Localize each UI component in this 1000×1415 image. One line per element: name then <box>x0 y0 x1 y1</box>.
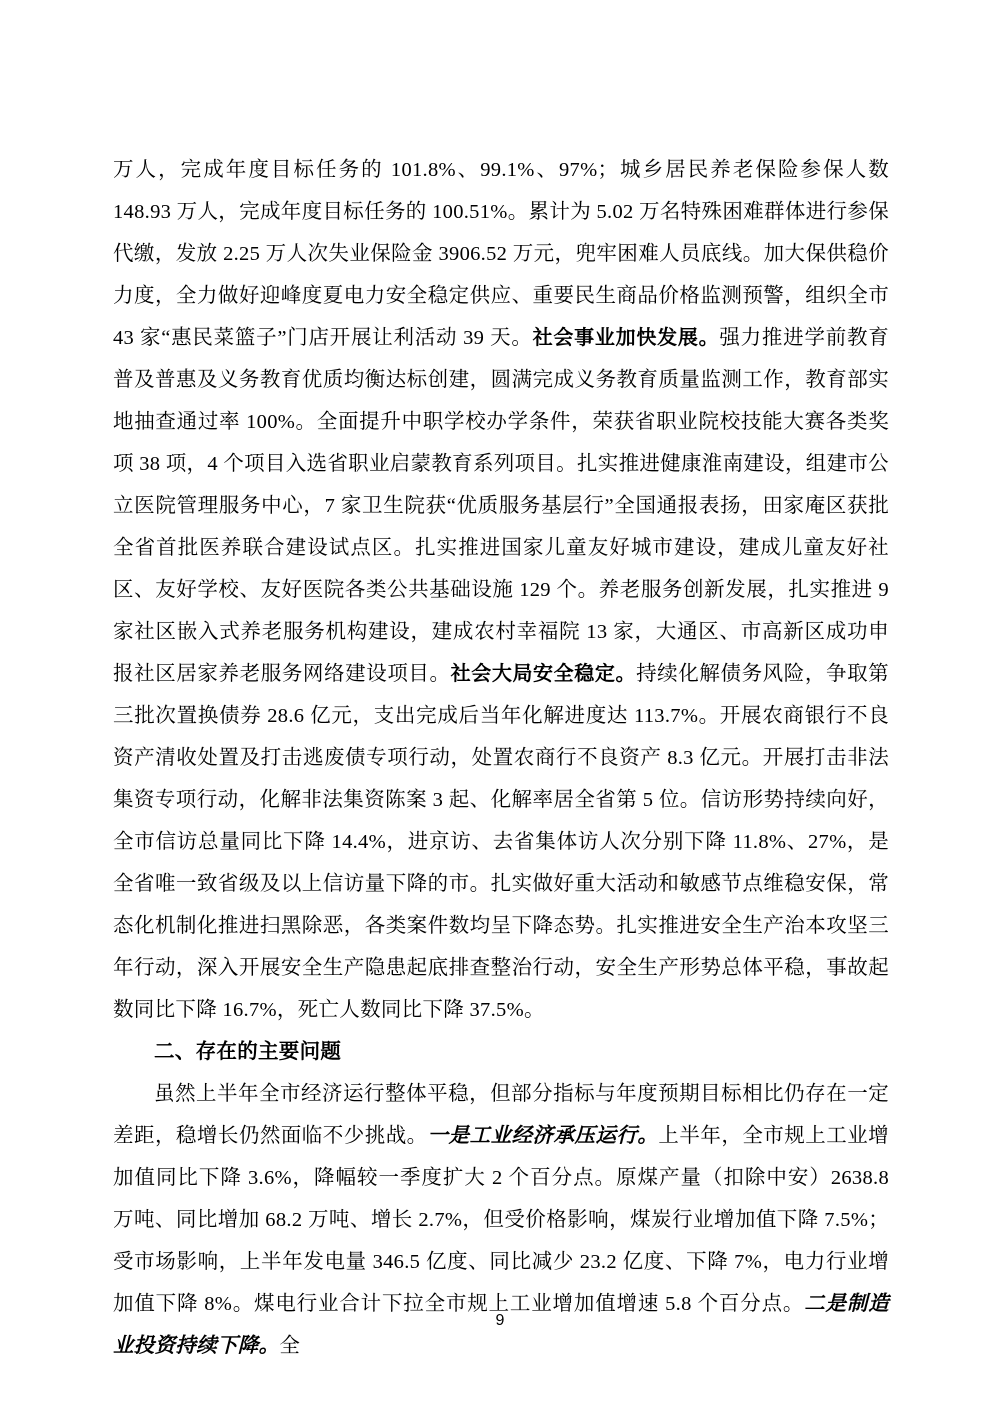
text-run-normal: 万人，完成年度目标任务的 101.8%、99.1%、97%；城乡居民养老保险参保人数 148.93 万人，完成年度目标任务的 100.51%。累计为 5.02 万名特殊困难群体进行参保代缴，发放 2.25 万人次失业保险金 3906.52 万元，兜牢困难人员底线。加大保供稳价力度，全力做好迎峰度夏电力安全稳定供应、重要民生商品价格监测预警，组织全市 43 家“惠民菜篮子”门店开展让利活动 39 天。 <box>113 159 889 349</box>
text-run-normal: 虽然上半年全市经济运行整体平稳，但部分指标与年度预期目标相比仍存在一定差距，稳增长仍然面临不少挑战。 <box>113 1083 889 1147</box>
document-body <box>113 149 889 1367</box>
text-run-boldItalic: 一是工业经济承压运行。 <box>427 1125 659 1147</box>
text-run-boldItalic: 二是制造业投资持续下降。 <box>113 1293 889 1357</box>
text-run-bold: 社会大局安全稳定。 <box>450 663 637 685</box>
text-run-normal: 强力推进学前教育普及普惠及义务教育优质均衡达标创建，圆满完成义务教育质量监测工作，教育部实地抽查通过率 100%。全面提升中职学校办学条件，荣获省职业院校技能大赛各类奖项 38 项，4 个项目入选省职业启蒙教育系列项目。扎实推进健康淮南建设，组建市公立医院管理服务中心，7 家卫生院获“优质服务基层行”全国通报表扬，田家庵区获批全省首批医养联合建设试点区。扎实推进国家儿童友好城市建设，建成儿童友好社区、友好学校、友好医院各类公共基础设施 129 个。养老服务创新发展，扎实推进 9 家社区嵌入式养老服务机构建设，建成农村幸福院 13 家，大通区、市高新区成功申报社区居家养老服务网络建设项目。 <box>113 327 890 685</box>
text-run-heading: 二、存在的主要问题 <box>154 1040 342 1063</box>
section-heading <box>113 1031 889 1073</box>
text-run-normal: 全 <box>279 1335 301 1357</box>
text-run-normal: 持续化解债务风险，争取第三批次置换债券 28.6 亿元，支出完成后当年化解进度达 113.7%。开展农商银行不良资产清收处置及打击逃废债专项行动，处置农商行不良资产 8.3 亿元。开展打击非法集资专项行动，化解非法集资陈案 3 起、化解率居全省第 5 位。信访形势持续向好，全市信访总量同比下降 14.4%，进京访、去省集体访人次分别下降 11.8%、27%，是全省唯一致省级及以上信访量下降的市。扎实做好重大活动和敏感节点维稳安保，常态化机制化推进扫黑除恶，各类案件数均呈下降态势。扎实推进安全生产治本攻坚三年行动，深入开展安全生产隐患起底排查整治行动，安全生产形势总体平稳，事故起数同比下降 16.7%，死亡人数同比下降 37.5%。 <box>113 663 889 1021</box>
text-run-bold: 社会事业加快发展。 <box>532 327 720 349</box>
paragraph-continued-from-previous-page <box>113 149 889 1031</box>
page-number: 9 <box>495 1312 505 1329</box>
text-run-normal: 上半年，全市规上工业增加值同比下降 3.6%，降幅较一季度扩大 2 个百分点。原煤产量（扣除中安）2638.8 万吨、同比增加 68.2 万吨、增长 2.7%，但受价格影响，煤炭行业增加值下降 7.5%；受市场影响，上半年发电量 346.5 亿度、同比减少 23.2 亿度、下降 7%，电力行业增加值下降 8%。煤电行业合计下拉全市规上工业增加值增速 5.8 个百分点。 <box>113 1125 889 1315</box>
